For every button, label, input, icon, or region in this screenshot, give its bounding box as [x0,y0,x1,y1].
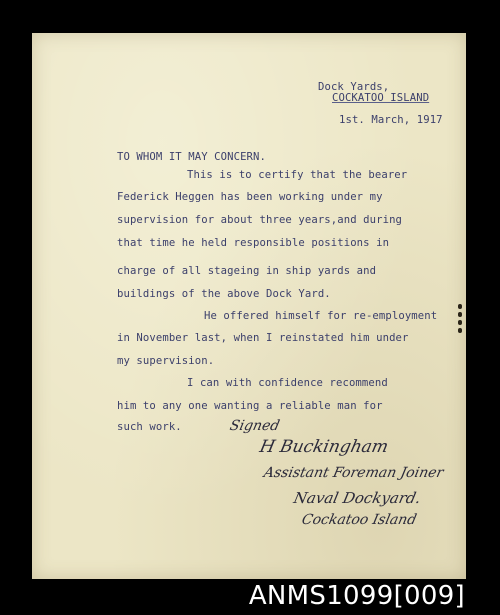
body-line: charge of all stageing in ship yards and [117,265,377,277]
header-line-2: COCKATOO ISLAND [332,92,430,104]
body-line: such work. [117,421,182,433]
letter-date: 1st. March, 1917 [339,114,443,126]
body-line: him to any one wanting a reliable man for [117,400,383,412]
ink-marks [456,301,464,343]
letter-paper [32,33,466,579]
salutation: TO WHOM IT MAY CONCERN. [117,151,266,163]
body-line: I can with confidence recommend [187,377,388,389]
body-line: supervision for about three years,and during [117,214,403,226]
body-line: This is to certify that the bearer [187,169,408,181]
header-line-1: Dock Yards, [318,81,390,93]
body-line: buildings of the above Dock Yard. [117,288,331,300]
body-line: that time he held responsible positions in [117,237,390,249]
signature-signed: Signed [228,418,281,434]
signature-title: Assistant Foreman Joiner [262,465,445,481]
catalog-number: ANMS1099[009] [248,581,465,611]
signature-location: Cockatoo Island [300,512,418,528]
body-line: Federick Heggen has been working under my [117,191,383,203]
body-line: in November last, when I reinstated him under [117,332,409,344]
signature-name: H Buckingham [257,437,391,457]
body-line: my supervision. [117,355,215,367]
body-line: He offered himself for re-employment [204,310,438,322]
signature-org: Naval Dockyard. [292,489,423,507]
